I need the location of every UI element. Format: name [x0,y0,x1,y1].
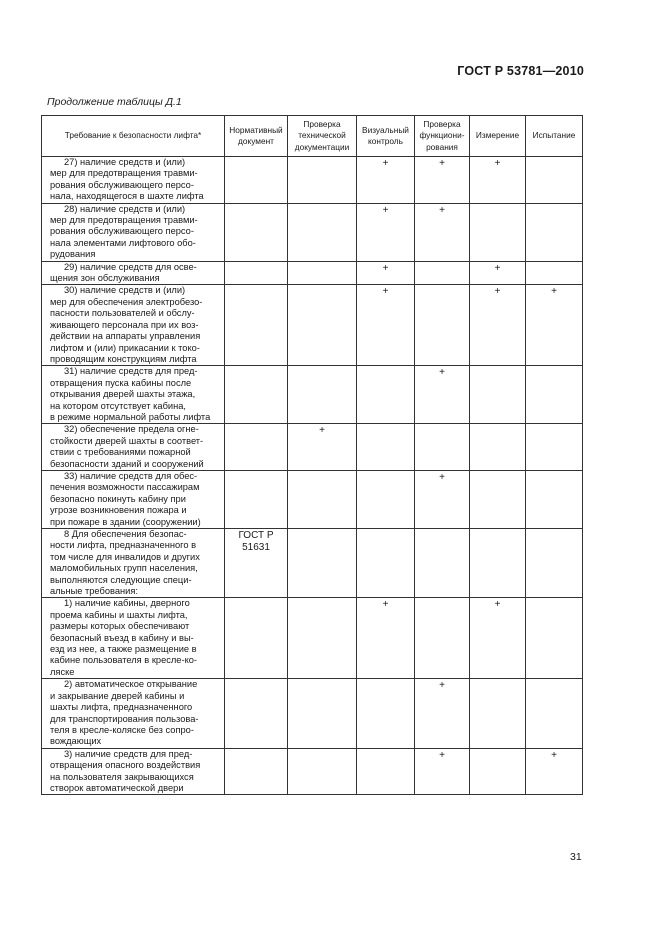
check-mark-cell [526,157,583,204]
requirement-line: лифтом и (или) прикасании к токо- [50,342,200,353]
check-mark-cell [526,366,583,424]
normative-document-cell [225,203,288,261]
requirement-text [42,261,225,285]
check-mark-cell [470,470,526,528]
document-id: ГОСТ Р 53781—2010 [457,64,584,78]
requirement-line: 28) наличие средств и (или) [64,203,186,214]
check-mark-cell [415,598,470,679]
check-mark-cell [415,529,470,598]
requirements-table [41,115,583,795]
requirement-line: мер для предотвращения травми- [50,168,198,179]
check-mark-cell: + [470,598,526,679]
requirement-line: нала элементами лифтового обо- [50,237,196,248]
requirement-line: открывания дверей шахты этажа, [50,389,196,400]
normative-document-cell [225,424,288,471]
check-mark-cell [526,470,583,528]
requirement-line: рования обслуживающего персо- [50,226,194,237]
check-mark-cell [526,529,583,598]
check-mark-cell: + [526,748,583,795]
check-mark-cell [288,261,357,285]
table-row [42,748,583,795]
requirement-line: рования обслуживающего персо- [50,179,194,190]
requirement-line: живающего персонала при их воз- [50,319,199,330]
requirement-line: безопасный въезд в кабину и вы- [50,632,194,643]
requirement-line: ляске [50,666,75,677]
requirement-line: щения зон обслуживания [50,273,160,284]
requirement-line: 31) наличие средств для пред- [64,366,198,377]
table-row [42,203,583,261]
normative-document-cell [225,157,288,204]
check-mark-cell: + [288,424,357,471]
check-mark-cell [288,679,357,748]
check-mark-cell [526,598,583,679]
table-caption: Продолжение таблицы Д.1 [47,96,182,108]
check-mark-cell [357,470,415,528]
table-row [42,529,583,598]
table-row [42,366,583,424]
check-mark-cell: + [415,679,470,748]
table-body [42,157,583,795]
table-header-row [42,116,583,157]
column-header: Визуальный контроль [357,116,415,157]
check-mark-cell [288,203,357,261]
check-mark-cell [470,424,526,471]
requirement-line: на пользователя закрывающихся [50,771,194,782]
check-mark-cell [288,366,357,424]
requirement-line: безопасно покинуть кабину при [50,493,186,504]
table-row [42,598,583,679]
requirement-line: 33) наличие средств для обес- [64,470,198,481]
requirement-text [42,529,225,598]
check-mark-cell: + [526,285,583,366]
table-row [42,157,583,204]
requirement-line: рудования [50,249,96,260]
requirement-line: пасности пользователей и обслу- [50,308,195,319]
check-mark-cell [357,424,415,471]
requirement-line: теля в кресле-коляске без сопро- [50,724,194,735]
requirement-line: стойкости дверей шахты в соответ- [50,435,204,446]
check-mark-cell [470,366,526,424]
check-mark-cell [288,748,357,795]
requirement-line: ствии с требованиями пожарной [50,447,191,458]
requirement-line: езд из нее, а также размещение в [50,644,197,655]
check-mark-cell: + [415,470,470,528]
check-mark-cell [526,203,583,261]
requirement-line: мер для предотвращения травми- [50,215,198,226]
requirement-line: печения возможности пассажирам [50,482,200,493]
check-mark-cell: + [357,598,415,679]
requirement-text [42,157,225,204]
check-mark-cell [415,285,470,366]
check-mark-cell: + [357,157,415,204]
requirement-line: маломобильных групп населения, [50,563,198,574]
requirement-line: выполняются следующие специ- [50,574,192,585]
requirement-line: угрозе возникновения пожара и [50,505,187,516]
table-row [42,679,583,748]
check-mark-cell [357,679,415,748]
column-header: Испытание [526,116,583,157]
table-row [42,424,583,471]
page-number: 31 [570,851,582,863]
check-mark-cell: + [415,748,470,795]
check-mark-cell: + [415,366,470,424]
requirement-line: проема кабины и шахты лифта, [50,609,188,620]
check-mark-cell: + [357,203,415,261]
requirement-line: для транспортирования пользова- [50,713,199,724]
check-mark-cell [357,748,415,795]
check-mark-cell [415,261,470,285]
requirement-line: створок автоматической двери [50,782,184,793]
requirement-line: 3) наличие средств для пред- [64,748,193,759]
normative-document-cell [225,366,288,424]
check-mark-cell [470,529,526,598]
column-header: Проверка технической документации [288,116,357,157]
requirement-text [42,748,225,795]
table-row [42,261,583,285]
requirement-line: вождающих [50,736,102,747]
requirement-text [42,285,225,366]
check-mark-cell: + [415,203,470,261]
requirement-line: на котором отсутствует кабина, [50,400,186,411]
check-mark-cell: + [357,285,415,366]
requirement-line: размеры которых обеспечивают [50,621,190,632]
requirement-line: мер для обеспечения электробезо- [50,296,203,307]
requirement-text [42,679,225,748]
requirement-line: и закрывание дверей кабины и [50,690,185,701]
requirement-line: том числе для инвалидов и других [50,551,200,562]
check-mark-cell [357,366,415,424]
requirement-line: 30) наличие средств и (или) [64,285,186,296]
check-mark-cell [288,598,357,679]
requirement-line: кабине пользователя в кресле-ко- [50,655,198,666]
column-header: Проверка функциони-рования [415,116,470,157]
requirement-line: нала, находящегося в шахте лифта [50,191,204,202]
column-header: Измерение [470,116,526,157]
requirement-text [42,424,225,471]
requirement-line: шахты лифта, предназначенного [50,702,193,713]
check-mark-cell [526,424,583,471]
requirement-text [42,203,225,261]
requirement-line: 2) автоматическое открывание [64,679,198,690]
check-mark-cell [526,261,583,285]
normative-document-cell [225,598,288,679]
check-mark-cell: + [470,157,526,204]
column-header: Требование к безопасности лифта* [42,116,225,157]
requirement-line: альные требования: [50,586,138,597]
requirement-line: в режиме нормальной работы лифта [50,411,211,422]
column-header: Нормативный документ [225,116,288,157]
check-mark-cell [288,470,357,528]
requirement-line: отвращения пуска кабины после [50,377,192,388]
check-mark-cell [415,424,470,471]
check-mark-cell: + [470,285,526,366]
check-mark-cell [526,679,583,748]
requirement-line: 1) наличие кабины, дверного [64,598,190,609]
normative-document-cell [225,285,288,366]
check-mark-cell [288,529,357,598]
requirement-line: 32) обеспечение предела огне- [64,424,199,435]
check-mark-cell [288,285,357,366]
check-mark-cell: + [470,261,526,285]
check-mark-cell: + [357,261,415,285]
requirement-line: безопасности зданий и сооружений [50,458,204,469]
normative-document-cell [225,261,288,285]
requirement-line: действии на аппараты управления [50,331,201,342]
check-mark-cell: + [415,157,470,204]
requirement-line: при пожаре в здании (сооружении) [50,516,201,527]
normative-document-cell: ГОСТ Р 51631 [225,529,288,598]
normative-document-cell [225,470,288,528]
check-mark-cell [470,203,526,261]
normative-document-cell [225,748,288,795]
requirement-line: проводящим конструкциям лифта [50,353,197,364]
table-row [42,285,583,366]
check-mark-cell [357,529,415,598]
requirement-line: ности лифта, предназначенного в [50,540,197,551]
check-mark-cell [470,679,526,748]
requirement-line: 27) наличие средств и (или) [64,157,186,167]
check-mark-cell [470,748,526,795]
requirement-text [42,470,225,528]
requirement-line: 29) наличие средств для осве- [64,261,197,272]
requirement-text [42,598,225,679]
check-mark-cell [288,157,357,204]
requirement-line: 8 Для обеспечения безопас- [64,529,187,539]
table-row [42,470,583,528]
normative-document-cell [225,679,288,748]
requirement-text [42,366,225,424]
requirement-line: отвращения опасного воздействия [50,760,201,771]
